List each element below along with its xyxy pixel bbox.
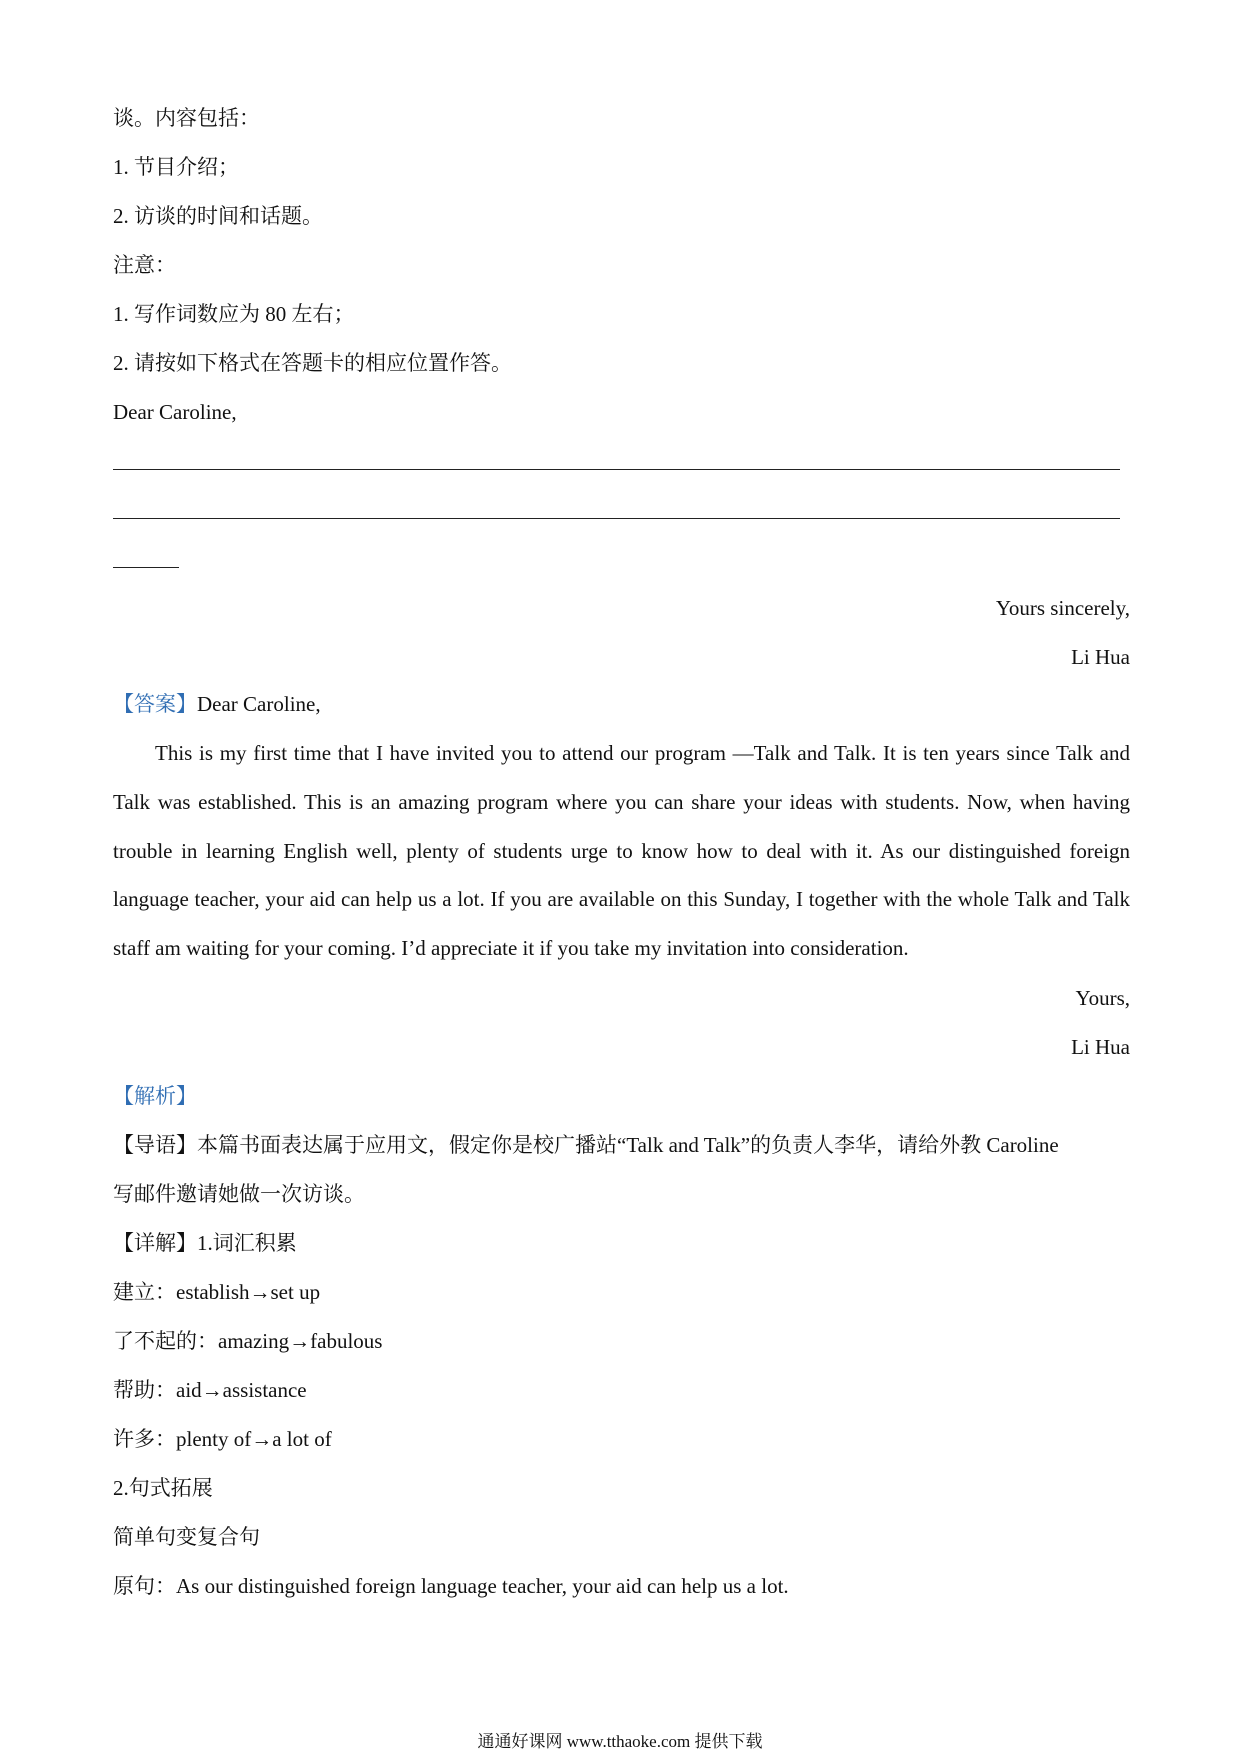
answer-salutation: Dear Caroline, [197, 692, 321, 716]
footer-text: 通通好课网 www.tthaoke.com 提供下载 [477, 1732, 763, 1751]
vocab-item: 建立：establish→set up [113, 1280, 321, 1304]
guide-label: 【导语】 [113, 1133, 197, 1157]
answer-name: Li Hua [1071, 1035, 1130, 1059]
detail-label: 【详解】 [113, 1231, 197, 1255]
intro-line: 谈。内容包括： [113, 106, 260, 130]
detail-line [113, 1229, 297, 1257]
guide-line-2: 写邮件邀请她做一次访谈。 [113, 1182, 365, 1206]
notice-label: 注意： [113, 253, 176, 277]
vocab-item: 了不起的：amazing→fabulous [113, 1329, 383, 1353]
answer-line-1 [113, 469, 1120, 470]
guide-text-1: 本篇书面表达属于应用文，假定你是校广播站“Talk and Talk”的负责人李华，请给外教 Caroline [197, 1133, 1059, 1157]
closing-name: Li Hua [1071, 645, 1130, 669]
notice-2: 2. 请按如下格式在答题卡的相应位置作答。 [113, 351, 512, 375]
answer-heading [113, 690, 321, 718]
vocab-item: 许多：plenty of→a lot of [113, 1427, 332, 1451]
intro-item-2: 2. 访谈的时间和话题。 [113, 204, 323, 228]
answer-line-3 [113, 567, 179, 568]
answer-label: 【答案】 [113, 692, 197, 716]
answer-body: This is my first time that I have invited you to attend our program —Talk and Talk. It is ten years since Talk and Talk was established. This is an amazing program where you can share your ideas with students. Now, when having trouble in learning English well, plenty of students urge to know how to deal with it. As our distinguished foreign language teacher, your aid can help us a lot. If you are available on this Sunday, I together with the whole Talk and Talk staff am waiting for your coming. I’d appreciate it if you take my invitation into consideration. [113, 741, 1130, 961]
vocab-item: 帮助：aid→assistance [113, 1378, 307, 1402]
intro-item-1: 1. 节目介绍； [113, 155, 239, 179]
guide-line-1 [113, 1131, 1059, 1159]
notice-1: 1. 写作词数应为 80 左右； [113, 302, 355, 326]
letter-salutation: Dear Caroline, [113, 400, 237, 424]
closing-signoff: Yours sincerely, [995, 596, 1130, 620]
answer-signoff: Yours, [1075, 986, 1130, 1010]
sentence-heading: 2.句式拓展 [113, 1476, 213, 1500]
sentence-sub: 简单句变复合句 [113, 1525, 260, 1549]
analysis-label: 【解析】 [113, 1084, 197, 1108]
answer-line-2 [113, 518, 1120, 519]
original-sentence: 原句：As our distinguished foreign language teacher, your aid can help us a lot. [113, 1574, 789, 1598]
detail-heading: 1.词汇积累 [197, 1231, 297, 1255]
